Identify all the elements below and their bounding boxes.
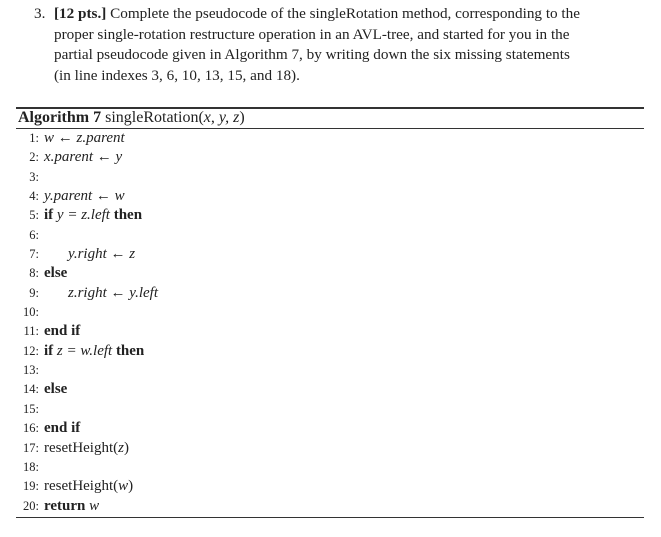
- line-code: [44, 419, 80, 438]
- line-code: [44, 477, 133, 496]
- algorithm-line: [16, 206, 644, 225]
- code-keyword: then: [113, 207, 143, 224]
- code-keyword: return: [44, 497, 86, 514]
- code-math: w ← z.parent: [44, 130, 125, 146]
- code-keyword: if: [44, 207, 54, 224]
- line-code: [44, 148, 122, 167]
- line-number: 9:: [29, 285, 39, 300]
- line-number: 6:: [29, 227, 39, 242]
- code-math: x.parent ← y: [44, 149, 123, 166]
- code-math: y.right ← z: [68, 246, 136, 263]
- algorithm-line: [16, 380, 644, 399]
- line-number: 13:: [23, 363, 39, 378]
- line-number: 18:: [23, 459, 39, 474]
- algorithm-line: [16, 477, 644, 496]
- algorithm-header: [18, 108, 245, 128]
- code-keyword: else: [44, 265, 68, 282]
- line-code: [44, 380, 67, 399]
- algorithm-line: [16, 245, 644, 264]
- line-number: 2:: [29, 150, 39, 165]
- line-number: 15:: [23, 401, 39, 416]
- line-code: [44, 129, 125, 148]
- algorithm-body: [16, 129, 644, 516]
- code-function: resetHeight(: [44, 478, 119, 495]
- code-math: y.parent ← w: [44, 188, 125, 205]
- line-code: [44, 264, 67, 283]
- line-number: 5:: [29, 208, 39, 223]
- algorithm-line: [16, 129, 644, 148]
- algorithm-line: [16, 419, 644, 438]
- line-number: 20:: [23, 498, 39, 513]
- line-number: 17:: [23, 440, 39, 455]
- code-keyword: end if: [44, 323, 81, 340]
- algorithm-line: [16, 303, 644, 322]
- algorithm-line: [16, 148, 644, 167]
- question-line-2: proper single-rotation restructure operation in an AVL-tree, and started for you in the: [54, 25, 570, 43]
- question-points: [12 pts.]: [54, 5, 107, 22]
- algorithm-line: [16, 458, 644, 477]
- algorithm-line: [16, 187, 644, 206]
- line-number: 8:: [29, 266, 39, 281]
- algorithm-line: [16, 284, 644, 303]
- question-number: 3.: [34, 5, 46, 22]
- algorithm-line: [16, 342, 644, 361]
- code-condition: z = w.left: [56, 342, 113, 359]
- code-keyword: if: [44, 342, 54, 359]
- question-line-3: partial pseudocode given in Algorithm 7, by writing down the six missing statements: [54, 46, 570, 64]
- line-number: 16:: [23, 421, 39, 436]
- algorithm-name: singleRotation(: [105, 109, 204, 126]
- line-number: 4:: [29, 189, 39, 204]
- code-argument: z: [118, 439, 124, 456]
- line-number: 11:: [23, 324, 39, 339]
- line-code: [44, 206, 142, 225]
- algorithm-params: x, y, z: [203, 109, 240, 126]
- line-number: 7:: [29, 247, 39, 262]
- line-code: [68, 245, 135, 264]
- algorithm-line: [16, 226, 644, 245]
- line-code: [44, 342, 144, 361]
- code-keyword: end if: [44, 420, 81, 437]
- algorithm-keyword: Algorithm 7: [18, 109, 102, 126]
- line-code: [44, 497, 99, 516]
- line-number: 19:: [23, 479, 39, 494]
- line-number: 1:: [29, 131, 39, 145]
- line-code: [68, 284, 158, 303]
- line-number: 12:: [23, 343, 39, 358]
- line-number: 14:: [23, 382, 39, 397]
- code-math: z.right ← y.left: [68, 284, 158, 301]
- algorithm-close-paren: ): [239, 109, 245, 126]
- code-argument: w: [89, 497, 100, 514]
- code-function: resetHeight(: [44, 439, 119, 456]
- line-code: [44, 322, 80, 341]
- algorithm-line: [16, 168, 644, 187]
- line-code: [44, 187, 125, 206]
- code-condition: y = z.left: [56, 207, 110, 224]
- algorithm-line: [16, 361, 644, 380]
- code-keyword: else: [44, 381, 68, 398]
- line-number: 3:: [29, 169, 39, 184]
- algorithm-line: [16, 400, 644, 419]
- question-text: [34, 4, 646, 86]
- code-close-paren: ): [128, 478, 134, 495]
- question-line-4: (in line indexes 3, 6, 10, 13, 15, and 18).: [54, 66, 300, 84]
- algorithm-line: [16, 264, 644, 283]
- line-number: 10:: [23, 305, 39, 320]
- algorithm-line: [16, 322, 644, 341]
- algorithm-bottom-rule: [16, 517, 644, 518]
- algorithm-line: [16, 439, 644, 458]
- algorithm-line: [16, 497, 644, 516]
- code-keyword: then: [115, 342, 145, 359]
- question-line-1: Complete the pseudocode of the singleRotation method, corresponding to the: [106, 5, 580, 22]
- code-argument: w: [118, 478, 129, 495]
- line-code: [44, 439, 129, 458]
- code-close-paren: ): [123, 439, 129, 456]
